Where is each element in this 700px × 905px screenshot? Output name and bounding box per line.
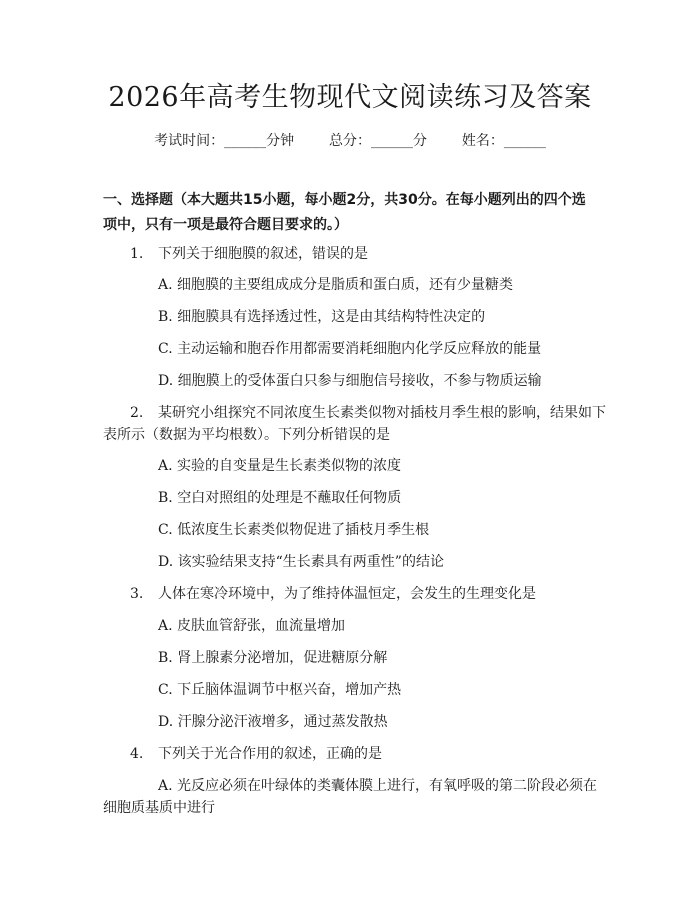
question-1-option-c: C. 主动运输和胞吞作用都需要消耗细胞内化学反应释放的能量 — [158, 341, 542, 357]
time-label: 考试时间： — [154, 133, 225, 149]
question-4 — [130, 743, 382, 765]
question-number: 1. — [130, 246, 144, 262]
question-text: 下列关于光合作用的叙述，正确的是 — [158, 746, 382, 762]
section-heading-line1: 一、选择题（本大题共15小题，每小题2分，共30分。在每小题列出的四个选 — [103, 192, 586, 208]
question-2-option-c: C. 低浓度生长素类似物促进了插枝月季生根 — [158, 522, 430, 538]
question-text: 人体在寒冷环境中，为了维持体温恒定，会发生的生理变化是 — [158, 586, 536, 602]
question-1-option-d: D. 细胞膜上的受体蛋白只参与细胞信号接收，不参与物质运输 — [158, 373, 542, 389]
section-heading-line2: 项中，只有一项是最符合题目要求的。） — [103, 217, 348, 233]
score-label: 总分： — [329, 133, 371, 149]
question-1-option-a: A. 细胞膜的主要组成成分是脂质和蛋白质，还有少量糖类 — [158, 277, 514, 293]
question-2-option-a: A. 实验的自变量是生长素类似物的浓度 — [158, 458, 402, 474]
question-3-option-c: C. 下丘脑体温调节中枢兴奋，增加产热 — [158, 682, 402, 698]
page-title: 2026年高考生物现代文阅读练习及答案 — [108, 82, 592, 113]
question-3-option-b: B. 肾上腺素分泌增加，促进糖原分解 — [158, 650, 388, 666]
name-label: 姓名： — [461, 133, 504, 149]
question-2-option-d: D. 该实验结果支持“生长素具有两重性”的结论 — [158, 554, 444, 570]
question-4-option-a: A. 光反应必须在叶绿体的类囊体膜上进行，有氧呼吸的第二阶段必须在 — [158, 778, 598, 794]
question-number: 2. — [130, 405, 144, 421]
question-2-text-line2: 表所示（数据为平均根数）。下列分析错误的是 — [103, 427, 390, 443]
name-blank: ______ — [503, 133, 546, 149]
question-text-line1: 某研究小组探究不同浓度生长素类似物对插枝月季生根的影响，结果如下 — [158, 405, 606, 421]
question-1 — [130, 243, 368, 265]
section-heading — [103, 188, 603, 238]
question-3-option-d: D. 汗腺分泌汗液增多，通过蒸发散热 — [158, 714, 388, 730]
score-blank: ______分 — [371, 133, 427, 149]
exam-info — [0, 130, 700, 152]
question-4-option-a-continued: 细胞质基质中进行 — [103, 800, 215, 816]
question-number: 4. — [130, 746, 144, 762]
question-text: 下列关于细胞膜的叙述，错误的是 — [158, 246, 368, 262]
time-blank: ______分钟 — [224, 133, 295, 149]
question-1-option-b: B. 细胞膜具有选择透过性，这是由其结构特性决定的 — [158, 309, 486, 325]
question-3 — [130, 583, 536, 605]
question-3-option-a: A. 皮肤血管舒张，血流量增加 — [158, 618, 346, 634]
question-2 — [130, 402, 606, 424]
question-2-option-b: B. 空白对照组的处理是不蘸取任何物质 — [158, 490, 402, 506]
question-number: 3. — [130, 586, 144, 602]
